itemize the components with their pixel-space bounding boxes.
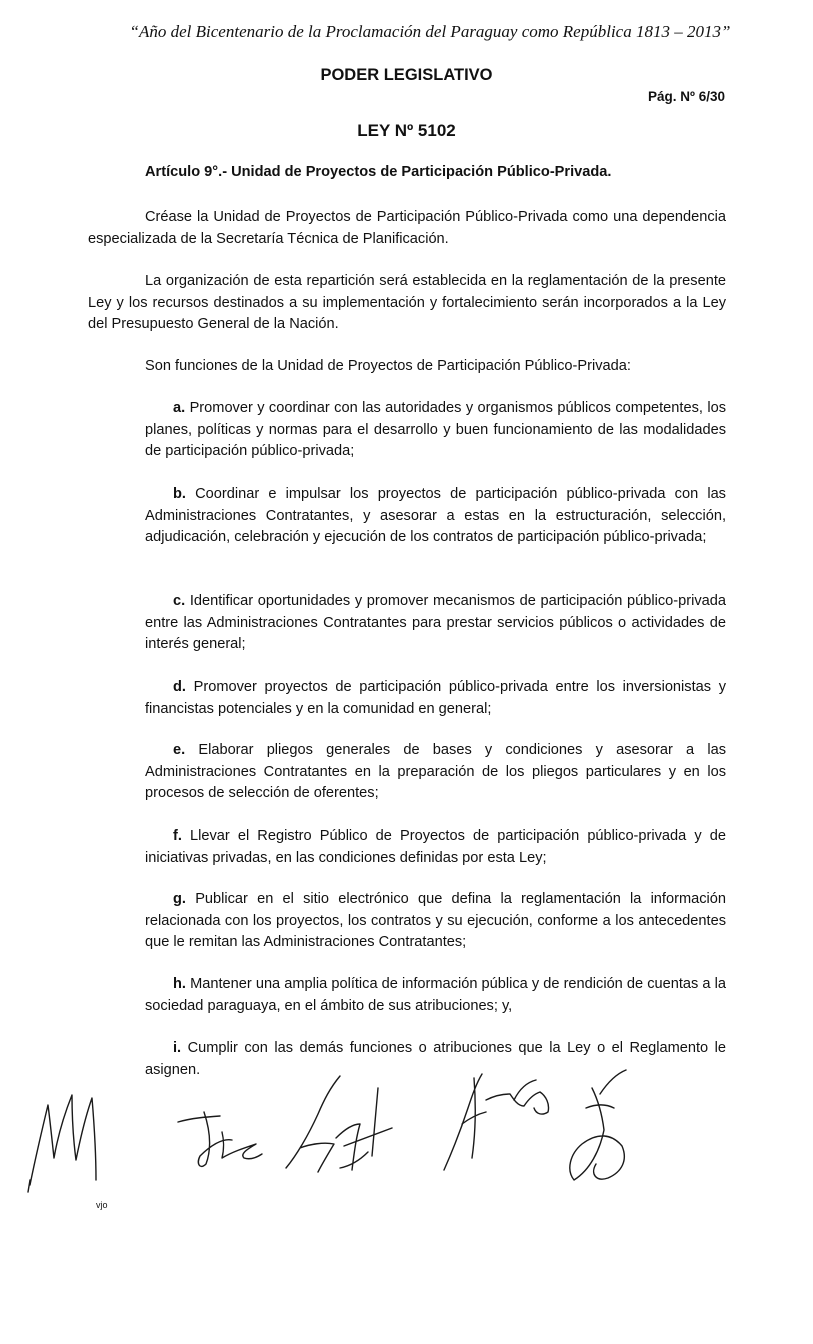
signature-1: [178, 1112, 262, 1166]
initial-mark-signature: [28, 1095, 96, 1192]
item-letter: h.: [173, 976, 186, 992]
list-item-e: [145, 740, 726, 805]
paragraph-creation: Créase la Unidad de Proyectos de Participación Público-Privada como una dependencia especializada de la Secretaría Técnica de Planificación.: [88, 209, 726, 247]
list-item-h: [145, 974, 726, 1017]
signatures-area: [0, 1060, 813, 1220]
item-letter: c.: [173, 593, 186, 609]
signature-4: [570, 1070, 626, 1180]
law-title: LEY Nº 5102: [357, 121, 456, 140]
item-letter: a.: [173, 400, 186, 416]
list-item-b: [145, 484, 726, 549]
list-item-f: [145, 826, 726, 869]
paragraph-functions-intro: Son funciones de la Unidad de Proyectos de Participación Público-Privada:: [145, 358, 631, 374]
item-letter: e.: [173, 742, 186, 758]
org-title: PODER LEGISLATIVO: [320, 66, 493, 84]
item-letter: f.: [173, 828, 182, 844]
list-item-a: [145, 398, 726, 463]
item-text: Elaborar pliegos generales de bases y condiciones y asesorar a las Administraciones Contratantes en la preparación de los pliegos particulares y en los procesos de selección de oferentes;: [145, 742, 726, 801]
item-text: Promover y coordinar con las autoridades y organismos públicos competentes, los planes, políticas y normas para el desarrollo y buen funcionamiento de las modalidades de participación público-privada;: [145, 400, 726, 459]
item-letter: d.: [173, 679, 186, 695]
article-heading: Artículo 9°.- Unidad de Proyectos de Participación Público-Privada.: [145, 164, 612, 180]
bicentennial-motto: “Año del Bicentenario de la Proclamación del Paraguay como República 1813 – 2013”: [129, 22, 731, 41]
item-letter: g.: [173, 891, 186, 907]
item-text: Coordinar e impulsar los proyectos de participación público-privada con las Administraciones Contratantes, y asesorar a estas en la estructuración, selección, adjudicación, celebración y ejecución de los contratos de participación público-privada;: [145, 486, 726, 545]
typist-initials: vjo: [96, 1200, 108, 1210]
item-letter: b.: [173, 486, 186, 502]
item-text: Cumplir con las demás funciones o atribuciones que la Ley o el Reglamento le asignen.: [145, 1040, 727, 1078]
item-text: Promover proyectos de participación público-privada entre los inversionistas y financistas potenciales y en la comunidad en general;: [145, 679, 726, 717]
list-item-c: [145, 591, 726, 656]
item-text: Publicar en el sitio electrónico que defina la reglamentación la información relacionada con los proyectos, los contratos y su ejecución, conforme a los antecedentes que le remitan las Administraciones Contratantes;: [145, 891, 726, 950]
signature-3: [444, 1074, 549, 1170]
paragraph-organization: La organización de esta repartición será establecida en la reglamentación de la presente Ley y los recursos destinados a su implementación y fortalecimiento serán incorporados a la Ley del Presupuesto General de la Nación.: [88, 273, 726, 332]
list-item-d: [145, 677, 726, 720]
list-item-g: [145, 889, 726, 954]
item-text: Mantener una amplia política de información pública y de rendición de cuentas a la sociedad paraguaya, en el ámbito de sus atribuciones; y,: [145, 976, 726, 1014]
signature-2: [286, 1076, 392, 1172]
item-text: Llevar el Registro Público de Proyectos de participación público-privada y de iniciativas privadas, en las condiciones definidas por esta Ley;: [145, 828, 726, 866]
item-text: Identificar oportunidades y promover mecanismos de participación público-privada entre las Administraciones Contratantes para prestar servicios públicos o actividades de interés general;: [145, 593, 726, 652]
page-number: Pág. Nº 6/30: [648, 89, 725, 104]
list-item-i: [145, 1038, 726, 1081]
item-letter: i.: [173, 1040, 182, 1056]
